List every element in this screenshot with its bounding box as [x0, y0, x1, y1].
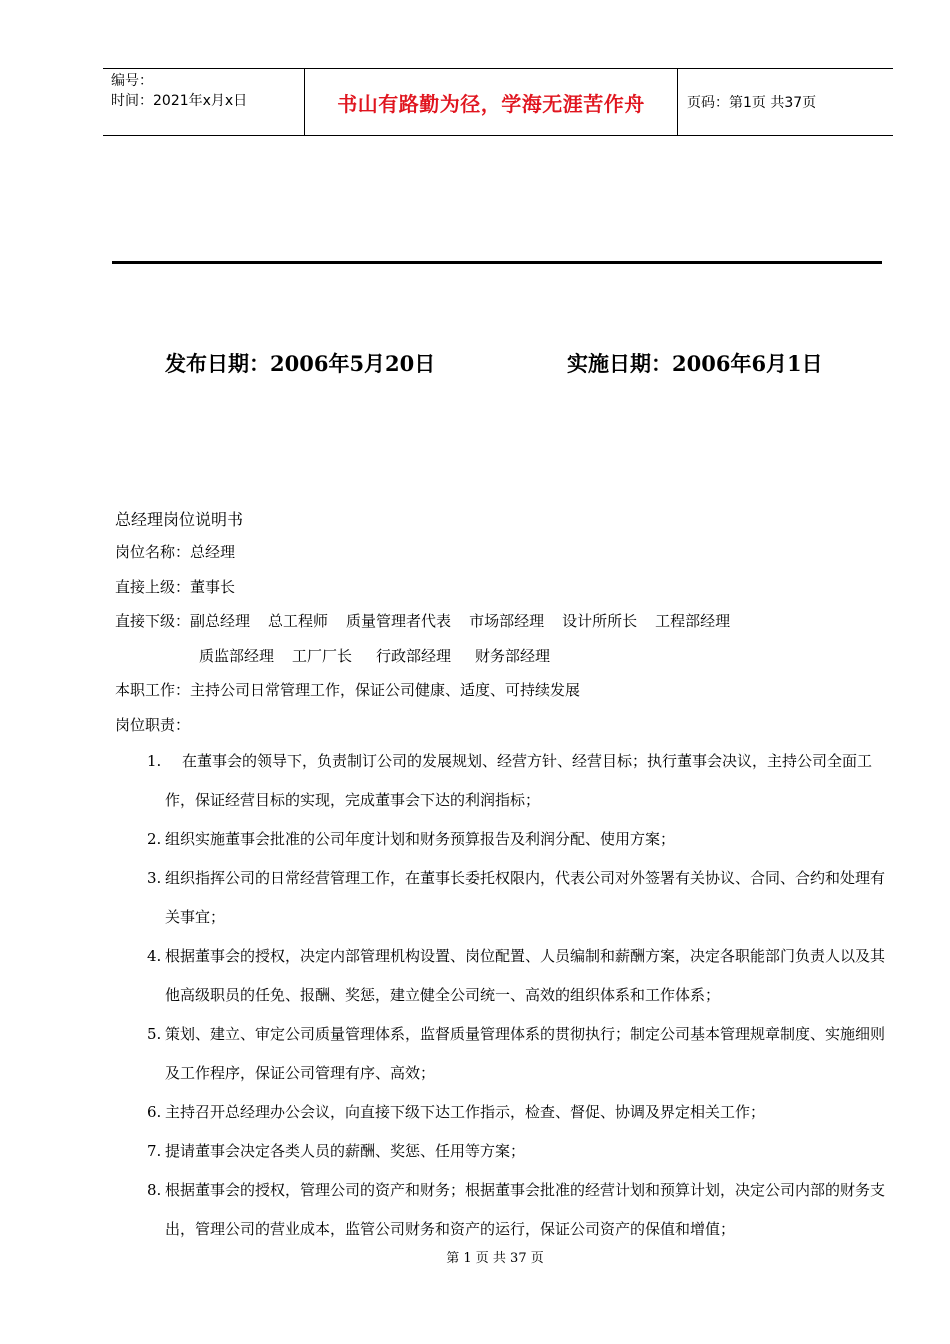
duty-item [115, 1171, 885, 1249]
subordinate-item: 质监部经理 [199, 646, 275, 665]
document-time-label: 时间：2021年x月x日 [111, 93, 248, 109]
document-title: 总经理岗位说明书 [115, 510, 244, 529]
direct-subordinates [115, 604, 885, 639]
duty-item [115, 937, 885, 1015]
duty-number: 6. [147, 1103, 162, 1121]
header-motto-cell [304, 69, 678, 135]
duty-item [115, 1093, 885, 1132]
direct-subordinates-continued [115, 639, 885, 674]
page-footer: 第 1 页 共 37 页 [446, 1251, 544, 1266]
duty-number: 3. [147, 869, 162, 887]
position-name: 岗位名称：总经理 [115, 543, 236, 561]
job-function: 本职工作：主持公司日常管理工作，保证公司健康、适度、可持续发展 [115, 681, 581, 699]
duty-text: 根据董事会的授权，管理公司的资产和财务；根据董事会批准的经营计划和预算计划，决定公司内部的财务支出，管理公司的营业成本，监管公司财务和资产的运行，保证公司资产的保值和增值； [165, 1181, 886, 1238]
document-body [115, 505, 885, 1249]
duty-number: 5. [147, 1025, 162, 1043]
subordinate-item: 行政部经理 [376, 646, 452, 665]
duty-text: 提请董事会决定各类人员的薪酬、奖惩、任用等方案； [165, 1142, 526, 1160]
duty-item [115, 742, 885, 820]
duty-text: 策划、建立、审定公司质量管理体系，监督质量管理体系的贯彻执行；制定公司基本管理规章制度、实施细则及工作程序，保证公司管理有序、高效； [165, 1025, 886, 1082]
duty-text: 组织指挥公司的日常经营管理工作，在董事长委托权限内，代表公司对外签署有关协议、合同、合约和处理有关事宜； [165, 869, 886, 926]
subordinate-item: 副总经理 [190, 612, 251, 630]
duty-item [115, 820, 885, 859]
duty-item [115, 1015, 885, 1093]
duty-number: 8. [147, 1181, 162, 1199]
publish-date: 发布日期：2006年5月20日 [165, 351, 436, 376]
implement-date: 实施日期：2006年6月1日 [567, 351, 823, 376]
subordinate-item: 财务部经理 [475, 646, 551, 665]
document-number-label: 编号： [111, 73, 153, 89]
horizontal-rule [112, 261, 882, 264]
duties-label: 岗位职责： [115, 715, 191, 734]
direct-superior: 直接上级：董事长 [115, 577, 236, 596]
duty-number: 2. [147, 830, 162, 848]
subordinate-item: 市场部经理 [469, 612, 545, 630]
header-page-label: 页码：第1页 共37页 [687, 95, 817, 111]
duty-item [115, 859, 885, 937]
subordinates-label: 直接下级： [115, 612, 191, 630]
subordinate-item: 工厂厂长 [292, 646, 353, 665]
duty-number: 4. [147, 947, 162, 965]
duty-text: 组织实施董事会批准的公司年度计划和财务预算报告及利润分配、使用方案； [165, 830, 676, 848]
duty-number: 1. [147, 752, 162, 770]
subordinate-item: 设计所所长 [562, 612, 638, 630]
duty-text: 主持召开总经理办公会议，向直接下级下达工作指示，检查、督促、协调及界定相关工作； [165, 1103, 766, 1121]
subordinate-item: 工程部经理 [655, 612, 731, 630]
duty-number: 7. [147, 1142, 162, 1160]
duty-text: 根据董事会的授权，决定内部管理机构设置、岗位配置、人员编制和薪酬方案，决定各职能部门负责人以及其他高级职员的任免、报酬、奖惩，建立健全公司统一、高效的组织体系和工作体系； [165, 947, 886, 1004]
page-header [103, 68, 893, 136]
duty-text: 在董事会的领导下，负责制订公司的发展规划、经营方针、经营目标；执行董事会决议，主持公司全面工作，保证经营目标的实现，完成董事会下达的利润指标； [165, 752, 873, 809]
header-motto: 书山有路勤为径，学海无涯苦作舟 [337, 91, 645, 116]
subordinate-item: 总工程师 [268, 612, 329, 630]
header-page-cell [678, 69, 893, 135]
duty-item [115, 1132, 885, 1171]
header-meta [103, 69, 304, 135]
duties-list [115, 742, 885, 1249]
subordinate-item: 质量管理者代表 [346, 612, 452, 630]
